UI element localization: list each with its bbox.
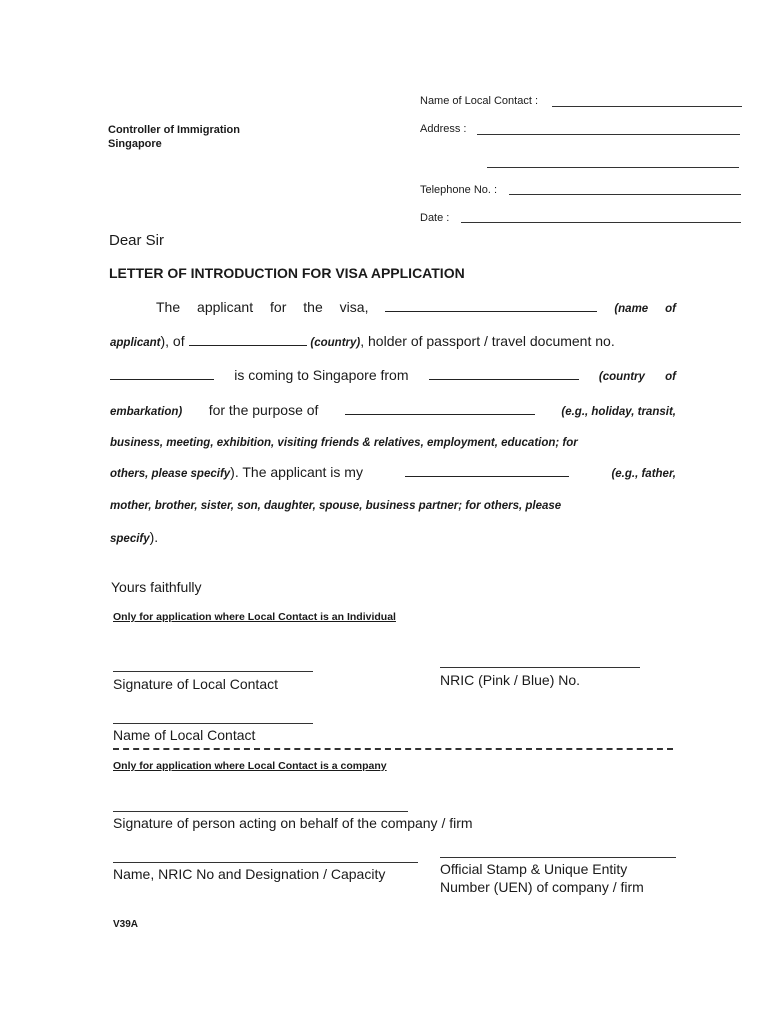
country-of-embarkation-field[interactable] xyxy=(429,367,579,380)
closing: Yours faithfully xyxy=(111,579,202,595)
p2-of: ), of xyxy=(160,333,185,349)
individual-section-heading: Only for application where Local Contact is an Individual xyxy=(113,611,396,623)
company-stamp-label-line2: Number (UEN) of company / firm xyxy=(440,879,644,895)
paragraph-line-6 xyxy=(110,464,676,480)
nric-field[interactable] xyxy=(440,667,640,668)
p4-purpose-hint: (e.g., holiday, transit, xyxy=(561,406,676,418)
letter-title: LETTER OF INTRODUCTION FOR VISA APPLICATION xyxy=(109,265,465,281)
p6-relationship-hint: (e.g., father, xyxy=(611,468,676,480)
company-name-nric-label: Name, NRIC No and Designation / Capacity xyxy=(113,866,386,882)
country-field[interactable] xyxy=(189,333,307,346)
p3-coming-text: is coming to Singapore from xyxy=(234,367,409,383)
p3-of-hint: of xyxy=(665,371,676,383)
local-contact-name-sign-label: Name of Local Contact xyxy=(113,727,256,743)
p6-relationship-text: ). The applicant is my xyxy=(230,464,363,480)
recipient-line1: Controller of Immigration xyxy=(108,124,240,136)
p5-purpose-examples: business, meeting, exhibition, visiting friends & relatives, employment, education; for xyxy=(110,437,578,449)
nric-label: NRIC (Pink / Blue) No. xyxy=(440,672,581,688)
local-contact-signature-field[interactable] xyxy=(113,671,313,672)
p1-of-hint: of xyxy=(665,303,676,315)
paragraph-line-1 xyxy=(156,299,676,315)
p1-word-the2: the xyxy=(303,299,323,315)
p8-end: ). xyxy=(149,529,159,545)
company-name-nric-field[interactable] xyxy=(113,862,418,863)
recipient-line2: Singapore xyxy=(108,138,162,150)
p4-embarkation-hint: embarkation) xyxy=(110,406,183,418)
paragraph-line-8 xyxy=(110,529,676,545)
p1-word-applicant: applicant xyxy=(197,299,254,315)
address-label: Address : xyxy=(420,123,467,135)
company-section-heading: Only for application where Local Contact is a company xyxy=(113,760,387,772)
paragraph-line-7 xyxy=(110,496,676,512)
passport-number-field[interactable] xyxy=(110,367,214,380)
p1-word-the: The xyxy=(156,299,181,315)
section-separator xyxy=(113,748,673,750)
p4-purpose-text: for the purpose of xyxy=(208,402,319,418)
applicant-name-field[interactable] xyxy=(385,299,597,312)
p1-name-hint: (name xyxy=(614,303,649,315)
local-contact-signature-label: Signature of Local Contact xyxy=(113,676,278,692)
telephone-label: Telephone No. : xyxy=(420,184,498,196)
local-contact-name-sign-field[interactable] xyxy=(113,723,313,724)
p8-specify-hint: specify xyxy=(110,533,150,545)
local-contact-name-field[interactable] xyxy=(552,106,742,107)
purpose-field[interactable] xyxy=(345,402,535,415)
p1-word-for: for xyxy=(270,299,287,315)
paragraph-line-2 xyxy=(110,333,676,349)
p6-specify-hint: others, please specify xyxy=(110,468,231,480)
date-label: Date : xyxy=(420,212,450,224)
date-field[interactable] xyxy=(461,222,741,223)
local-contact-name-label: Name of Local Contact : xyxy=(420,95,539,107)
address-field-line1[interactable] xyxy=(477,134,740,135)
company-signature-field[interactable] xyxy=(113,811,408,812)
company-signature-label: Signature of person acting on behalf of the company / firm xyxy=(113,815,473,831)
p1-word-visa: visa, xyxy=(339,299,369,315)
paragraph-line-4 xyxy=(110,402,676,418)
telephone-field[interactable] xyxy=(509,194,741,195)
form-code: V39A xyxy=(113,919,139,930)
salutation: Dear Sir xyxy=(109,232,165,249)
address-field-line2[interactable] xyxy=(487,167,739,168)
company-stamp-label-line1: Official Stamp & Unique Entity xyxy=(440,861,628,877)
p7-relationship-examples: mother, brother, sister, son, daughter, spouse, business partner; for others, please xyxy=(110,500,562,512)
p2-passport-text: , holder of passport / travel document no. xyxy=(360,333,615,349)
company-stamp-field[interactable] xyxy=(440,857,676,858)
relationship-field[interactable] xyxy=(405,464,569,477)
p2-applicant-hint: applicant xyxy=(110,337,161,349)
p3-country-hint: (country xyxy=(598,371,645,383)
p2-country-hint: (country) xyxy=(310,337,361,349)
paragraph-line-3 xyxy=(110,367,676,383)
paragraph-line-5 xyxy=(110,433,676,449)
